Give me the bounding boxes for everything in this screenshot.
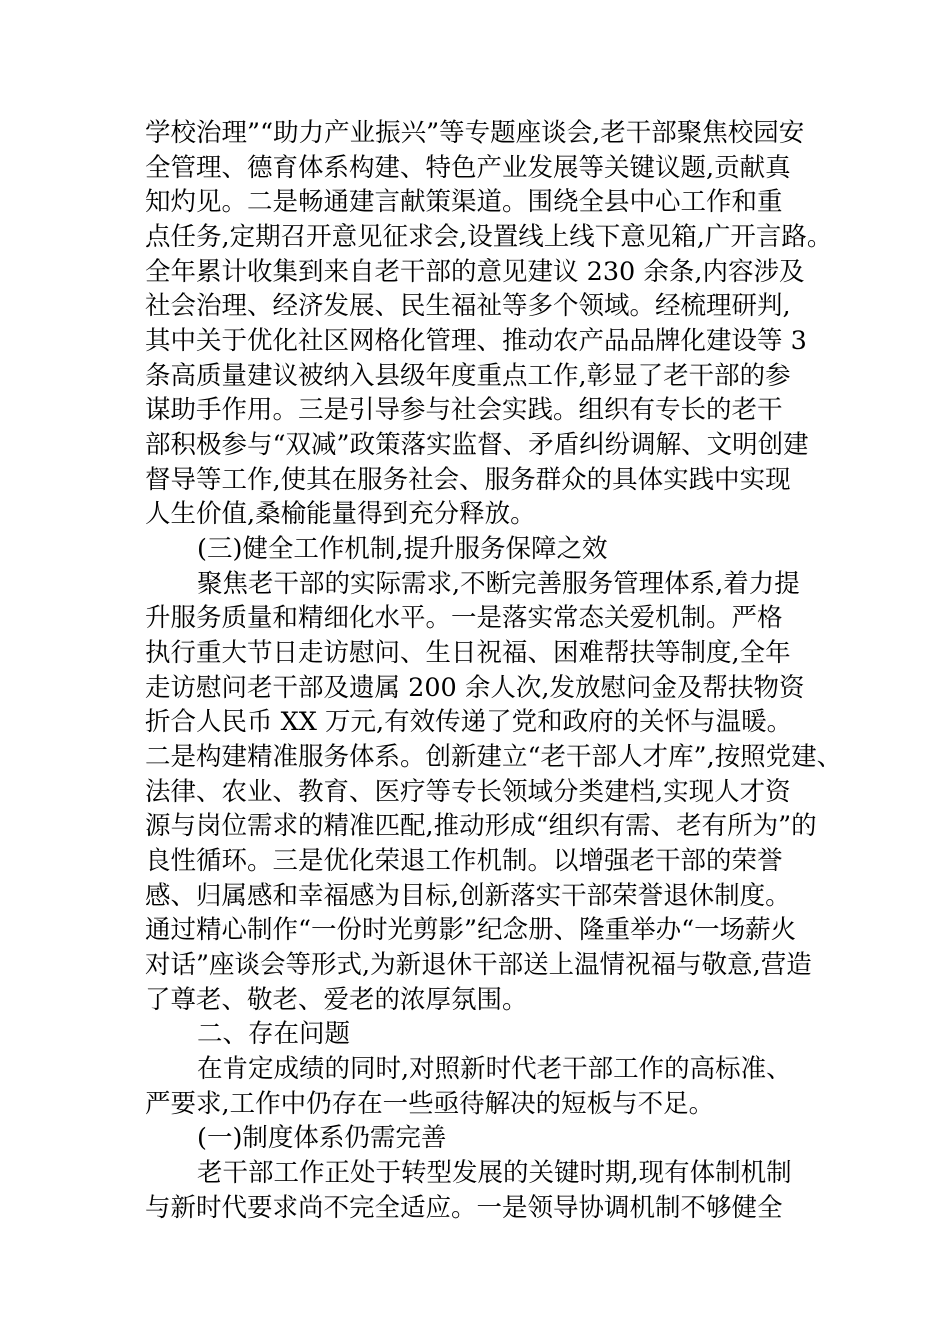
text-line: 督导等工作,使其在服务社会、服务群众的具体实践中实现 — [145, 464, 791, 495]
text-line: 人生价值,桑榆能量得到充分释放。 — [145, 499, 536, 530]
text-line: 走访慰问老干部及遗属 200 余人次,发放慰问金及帮扶物资 — [145, 672, 805, 703]
text-line: 谋助手作用。三是引导参与社会实践。组织有专长的老干 — [145, 395, 783, 426]
text-line: 全管理、德育体系构建、特色产业发展等关键议题,贡献真 — [145, 152, 791, 183]
section-heading: (一)制度体系仍需完善 — [197, 1123, 447, 1154]
text-line: 感、归属感和幸福感为目标,创新落实干部荣誉退休制度。 — [145, 880, 791, 911]
text-line: 部积极参与“双减”政策落实监督、矛盾纠纷调解、文明创建 — [145, 430, 809, 461]
section-heading: (三)健全工作机制,提升服务保障之效 — [197, 534, 608, 565]
text-line: 法律、农业、教育、医疗等专长领域分类建档,实现人才资 — [145, 776, 791, 807]
text-line: 折合人民币 XX 万元,有效传递了党和政府的关怀与温暖。 — [145, 707, 793, 738]
text-line: 二是构建精准服务体系。创新建立“老干部人才库”,按照党建、 — [145, 742, 843, 773]
body-text — [145, 116, 845, 1226]
text-line: 点任务,定期召开意见征求会,设置线上线下意见箱,广开言路。 — [145, 222, 833, 253]
text-line: 其中关于优化社区网格化管理、推动农产品品牌化建设等 3 — [145, 326, 807, 357]
text-line: 源与岗位需求的精准匹配,推动形成“组织有需、老有所为”的 — [145, 811, 817, 842]
text-line: 升服务质量和精细化水平。一是落实常态关爱机制。严格 — [145, 603, 783, 634]
text-line: 学校治理”“助力产业振兴”等专题座谈会,老干部聚焦校园安 — [145, 118, 805, 148]
text-line: 良性循环。三是优化荣退工作机制。以增强老干部的荣誉 — [145, 846, 783, 877]
text-line: 对话”座谈会等形式,为新退休干部送上温情祝福与敬意,营造 — [145, 950, 812, 981]
section-heading: 二、存在问题 — [197, 1019, 351, 1050]
text-line: 通过精心制作“一份时光剪影”纪念册、隆重举办“一场薪火 — [145, 915, 797, 946]
text-line: 执行重大节日走访慰问、生日祝福、困难帮扶等制度,全年 — [145, 638, 791, 669]
text-line: 与新时代要求尚不完全适应。一是领导协调机制不够健全 — [145, 1192, 783, 1223]
text-line: 严要求,工作中仍存在一些亟待解决的短板与不足。 — [145, 1088, 715, 1119]
text-line: 老干部工作正处于转型发展的关键时期,现有体制机制 — [197, 1158, 792, 1189]
text-line: 条高质量建议被纳入县级年度重点工作,彰显了老干部的参 — [145, 360, 791, 391]
text-line: 知灼见。二是畅通建言献策渠道。围绕全县中心工作和重 — [145, 187, 783, 218]
text-line: 社会治理、经济发展、民生福祉等多个领域。经梳理研判, — [145, 291, 791, 322]
text-line: 全年累计收集到来自老干部的意见建议 230 余条,内容涉及 — [145, 256, 805, 287]
text-line: 了尊老、敬老、爱老的浓厚氛围。 — [145, 984, 528, 1015]
text-line: 在肯定成绩的同时,对照新时代老干部工作的高标准、 — [197, 1054, 792, 1085]
text-line: 聚焦老干部的实际需求,不断完善服务管理体系,着力提 — [197, 568, 800, 599]
